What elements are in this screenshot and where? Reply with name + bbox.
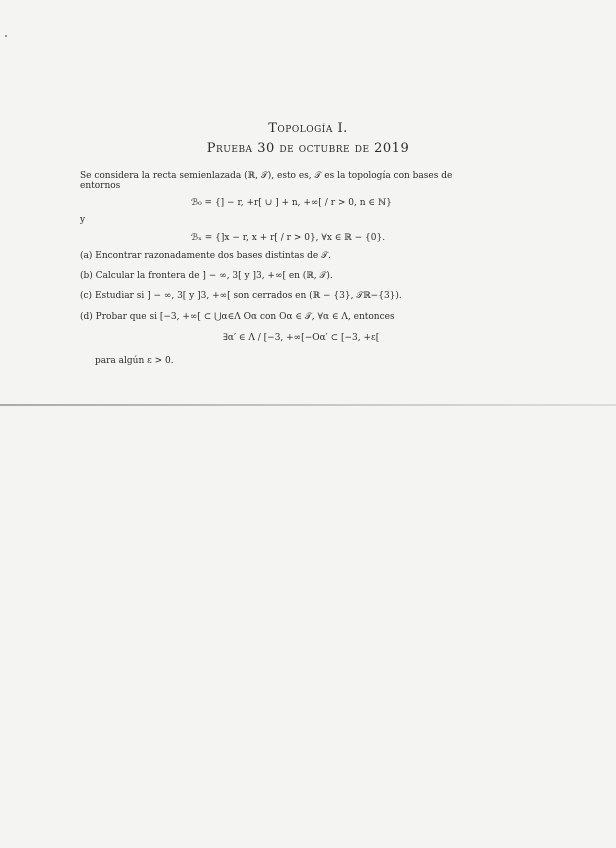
exercise-item-label: (b) xyxy=(80,271,93,281)
exercise-item-b xyxy=(80,271,333,282)
intro-line-2: entornos xyxy=(80,181,121,191)
subtitle-text: Prueba 30 de octubre de 2019 xyxy=(206,141,410,156)
formula-base-x: ℬₓ = {]x − r, x + r[ / r > 0}, ∀x ∈ ℝ − {0}. xyxy=(191,233,386,243)
title-text: Topología I. xyxy=(268,121,348,136)
page-subtitle xyxy=(0,141,616,156)
exercise-item-text: Encontrar razonadamente dos bases distintas de 𝒯. xyxy=(95,251,331,261)
page-title xyxy=(0,121,616,136)
intro-line-1: Se considera la recta semienlazada (ℝ, 𝒯), esto es, 𝒯 es la topología con bases de xyxy=(80,171,453,181)
exercise-item-c xyxy=(80,291,402,302)
closing-line: para algún ε > 0. xyxy=(95,356,174,366)
connector-word: y xyxy=(80,215,86,225)
exercise-item-label: (c) xyxy=(80,291,93,301)
exercise-item-text: Calcular la frontera de ] − ∞, 3[ y ]3, +∞[ en (ℝ, 𝒯). xyxy=(95,271,333,281)
exercise-item-d xyxy=(80,312,395,323)
formula-base-zero: ℬ₀ = {] − r, +r[ ∪ ] + n, +∞[ / r > 0, n ∈ ℕ} xyxy=(191,198,392,208)
exercise-item-text: Estudiar si ] − ∞, 3[ y ]3, +∞[ son cerrados en (ℝ − {3}, 𝒯ℝ−{3}). xyxy=(94,291,402,301)
exercise-item-a xyxy=(80,251,331,262)
formula-conclusion: ∃α′ ∈ Λ / [−3, +∞[−Oα′ ⊂ [−3, +ε[ xyxy=(223,333,380,343)
scan-fold-line xyxy=(0,404,616,406)
exercise-item-label: (d) xyxy=(80,312,93,322)
exercise-item-label: (a) xyxy=(80,251,93,261)
exercise-item-text: Probar que si [−3, +∞[ ⊂ ⋃α∈Λ Oα con Oα ∈ 𝒯, ∀α ∈ Λ, entonces xyxy=(95,312,395,322)
scan-speck xyxy=(5,35,7,37)
